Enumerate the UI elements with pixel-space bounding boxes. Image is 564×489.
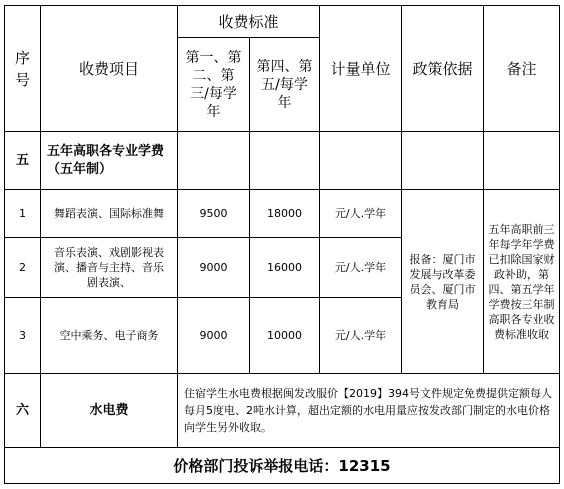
section6-description: 住宿学生水电费根据闽发改服价【2019】394号文件规定免费提供定额每人每月5度电、2吨水计算，超出定额的水电用量应按发改部门制定的水电价格向学生另外收取。 bbox=[178, 374, 560, 448]
section5-empty-note bbox=[484, 132, 560, 190]
header-standard-year1-3: 第一、第二、第三/每学年 bbox=[178, 38, 250, 132]
row-unit: 元/人.学年 bbox=[320, 190, 402, 238]
row-std2: 18000 bbox=[250, 190, 320, 238]
section6-title: 水电费 bbox=[41, 374, 178, 448]
table-row bbox=[5, 190, 560, 238]
section5-title: 五年高职各专业学费（五年制） bbox=[41, 132, 178, 190]
header-standard: 收费标准 bbox=[178, 6, 320, 38]
row-std2: 16000 bbox=[250, 238, 320, 298]
row-item: 音乐表演、戏剧影视表演、播音与主持、音乐剧表演、 bbox=[41, 238, 178, 298]
header-item: 收费项目 bbox=[41, 6, 178, 132]
section5-empty-policy bbox=[402, 132, 484, 190]
row-unit: 元/人.学年 bbox=[320, 238, 402, 298]
section6-number: 六 bbox=[5, 374, 41, 448]
header-no: 序号 bbox=[5, 6, 41, 132]
row-number: 3 bbox=[5, 298, 41, 374]
section5-note: 五年高职前三年每学年学费已扣除国家财政补助，第四、第五学年学费按三年制高职各专业收费标准收取 bbox=[484, 190, 560, 374]
header-unit: 计量单位 bbox=[320, 6, 402, 132]
row-std2: 10000 bbox=[250, 298, 320, 374]
row-std1: 9000 bbox=[178, 238, 250, 298]
header-standard-year4-5: 第四、第五/每学年 bbox=[250, 38, 320, 132]
section5-policy: 报备：厦门市发展与改革委员会、厦门市教育局 bbox=[402, 190, 484, 374]
row-std1: 9000 bbox=[178, 298, 250, 374]
section5-empty-std1 bbox=[178, 132, 250, 190]
header-policy: 政策依据 bbox=[402, 6, 484, 132]
section5-number: 五 bbox=[5, 132, 41, 190]
row-std1: 9500 bbox=[178, 190, 250, 238]
row-number: 1 bbox=[5, 190, 41, 238]
fee-table bbox=[4, 5, 560, 484]
row-item: 舞蹈表演、国际标准舞 bbox=[41, 190, 178, 238]
complaint-hotline: 价格部门投诉举报电话：12315 bbox=[5, 448, 560, 484]
section5-empty-unit bbox=[320, 132, 402, 190]
section5-empty-std2 bbox=[250, 132, 320, 190]
row-item: 空中乘务、电子商务 bbox=[41, 298, 178, 374]
row-number: 2 bbox=[5, 238, 41, 298]
header-note: 备注 bbox=[484, 6, 560, 132]
row-unit: 元/人.学年 bbox=[320, 298, 402, 374]
